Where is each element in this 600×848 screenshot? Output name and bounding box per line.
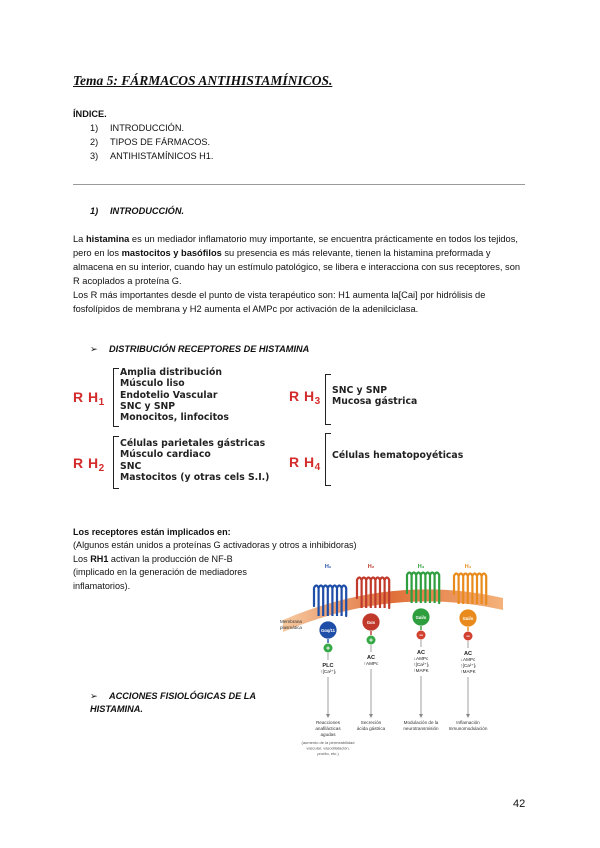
arrow-head (369, 714, 373, 718)
outcome-note: vascular, vasodilatación, (306, 745, 350, 751)
effector-label: ↓AMPc (413, 656, 429, 661)
g-protein-label: Gαi/o (415, 614, 427, 620)
distribution-heading: ➢ DISTRIBUCIÓN RECEPTORES DE HISTAMINA (90, 344, 310, 354)
g-protein-label: Gαi/o (462, 615, 474, 621)
effector-label: PLC (322, 663, 334, 669)
g-protein-label: Gαq/11 (321, 627, 335, 633)
index-list (90, 121, 213, 163)
index-item: 2) TIPOS DE FÁRMACOS. (90, 137, 211, 147)
intro-paragraph: La histamina es un mediador inflamatorio muy importante, se encuentra prácticamente en todos los tejidos, pero en los mastocitos y basófilos su presencia es más relevante, tienen la histamina preformada y almacena en su interior, cuando hay un estímulo patológico, se libera e interacciona con sus receptores, son R acoplados a proteína G. Los R más importantes desde el punto de vista terapéutico son: H1 aumenta la[Cai] por hidrólisis de fosfolípidos de membrana y H2 aumenta el AMPc por activación de la adenilciclasa. (73, 234, 521, 315)
index-item: 3) ANTIHISTAMÍNICOS H1. (90, 151, 214, 161)
effector-label: ↑MAPK (460, 669, 476, 674)
arrow-head (326, 714, 330, 718)
divider (73, 184, 525, 185)
arrow-head (419, 714, 423, 718)
effect-sign-label: − (418, 632, 424, 640)
membrane-label: Membrana (280, 619, 302, 624)
brace (325, 374, 331, 425)
page-title: Tema 5: FÁRMACOS ANTIHISTAMÍNICOS. (73, 73, 333, 88)
receptor-h1-label: R $H_1$ (73, 389, 105, 408)
receptor-h4-label: R $H_4$ (289, 454, 321, 473)
outcome-label: ácida gástrica (356, 726, 386, 731)
receptor-label: H₃ (417, 564, 425, 570)
membrane-label: plasmática (280, 625, 302, 630)
outcome-label: Modulación de la (403, 720, 439, 725)
index-heading: ÍNDICE. (73, 109, 107, 119)
outcome-note: (aumento de la permeabilidad (301, 740, 355, 745)
brace (113, 436, 119, 489)
brace (325, 433, 331, 486)
receptor-h2-list: Células parietales gástricas Músculo cardiaco SNC Mastocitos (y otras cels S.I.) (120, 438, 270, 483)
receptor-label: H₄ (464, 564, 472, 570)
effector-label: ↑[Ca²⁺]ᵢ (460, 663, 476, 668)
outcome-label: neurotransmisión (403, 726, 439, 731)
receptor-label: H₂ (367, 564, 375, 570)
receptor-h4-list: Células hematopoyéticas (332, 450, 464, 461)
receptor-h3-list: SNC y SNP Mucosa gástrica (332, 385, 418, 408)
effector-label: ↑[Ca²⁺]ᵢ (413, 662, 429, 667)
page-number: 42 (513, 798, 526, 810)
effector-label: ↑AMPc (363, 661, 379, 666)
brace (113, 368, 119, 427)
effector-label: AC (463, 651, 473, 657)
actions-heading: ➢ ACCIONES FISIOLÓGICAS DE LA HISTAMINA. (90, 691, 256, 714)
receptor-label: H₁ (324, 564, 332, 570)
receptors-text: Los receptores están implicados en: (Algunos están unidos a proteínas G activadoras y otros a inhibidoras) Los RH1 activan la producción de NF-B (implicado en la generación de mediadores inflamatorios). (73, 527, 357, 591)
outcome-label: Inflamación (456, 720, 480, 725)
effector-label: AC (366, 655, 376, 661)
effect-sign-label: + (325, 645, 331, 653)
effector-label: ↓AMPc (460, 657, 476, 662)
effector-label: ↑[Ca²⁺]ᵢ (320, 669, 336, 674)
outcome-label: Secreción (360, 720, 382, 725)
effector-label: ↑MAPK (413, 668, 429, 673)
receptor-h3-label: R $H_3$ (289, 388, 321, 407)
g-protein-label: Gαs (366, 619, 376, 625)
receptor-h2-label: R $H_2$ (73, 455, 105, 474)
section-heading: 1) INTRODUCCIÓN. (90, 206, 185, 216)
effect-sign-label: − (465, 633, 471, 641)
effect-sign-label: + (368, 637, 374, 645)
effector-label: AC (416, 650, 426, 656)
outcome-label: Inmunomodulación (448, 726, 488, 731)
index-item: 1) INTRODUCCIÓN. (90, 123, 185, 133)
receptor-h1-list: Amplia distribución Músculo liso Endotelio Vascular SNC y SNP Monocitos, linfocitos (120, 367, 229, 424)
histamine-receptor-figure (278, 558, 508, 763)
outcome-label: anafilácticas (315, 726, 341, 731)
arrow-head (466, 714, 470, 718)
outcome-label: Reacciones (315, 720, 341, 725)
outcome-note: prurito, etc.) (317, 751, 339, 756)
outcome-label: agudas (320, 732, 336, 737)
